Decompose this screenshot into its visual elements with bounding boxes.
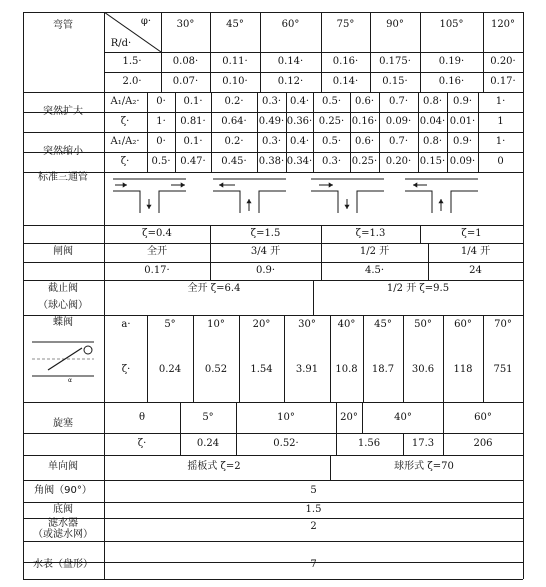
butterfly-angle-cell: 5° (164, 319, 176, 330)
water-meter-label: 水表（盘形） (33, 559, 93, 570)
zeta-cell: 0.3· (321, 156, 342, 167)
grid-line (23, 152, 523, 153)
bend-coefficient-cell: 0.175· (379, 56, 411, 67)
globe-valve-label: 截止阀 (48, 283, 78, 294)
zeta-cell: 0.16· (351, 116, 378, 127)
grid-line (443, 402, 444, 433)
area-ratio-cell: 0.5· (321, 96, 342, 107)
area-ratio-cell: 0.8· (422, 96, 443, 107)
area-ratio-cell: 0.3· (261, 96, 282, 107)
area-ratio-cell: 0.3· (261, 136, 282, 147)
butterfly-zeta-cell: 751 (493, 364, 513, 375)
gate-zeta-cell: 0.17· (144, 265, 170, 276)
area-ratio-cell: 0.8· (422, 136, 443, 147)
grid-line (23, 225, 523, 226)
svg-text:α: α (68, 377, 72, 384)
grid-line (478, 92, 479, 172)
grid-line (330, 455, 331, 480)
grid-line (175, 92, 176, 172)
zeta-cell: 0.5· (151, 156, 171, 167)
grid-line (180, 433, 181, 455)
grid-line (147, 92, 148, 172)
angle-valve-label: 角阀（90°） (34, 485, 92, 496)
tee-label: 标准三通管 (38, 172, 88, 183)
check-valve-label: 单向阀 (48, 461, 78, 472)
zeta-cell: 0.36· (286, 116, 313, 127)
grid-line (336, 433, 337, 455)
bend-coefficient-cell: 0.17· (490, 76, 516, 87)
grid-line (321, 12, 322, 92)
area-ratio-cell: 1· (495, 136, 506, 147)
zeta-cell: 1 (497, 116, 504, 127)
grid-line (23, 92, 523, 93)
check-valve-swing-cell: 摇板式 ζ=2 (187, 461, 241, 472)
grid-line (23, 502, 523, 503)
butterfly-zeta-cell: 30.6 (411, 364, 435, 375)
area-ratio-cell: 0.6· (354, 96, 375, 107)
bend-rd-value: 1.5· (122, 56, 142, 67)
grid-line (321, 225, 322, 243)
butterfly-zeta-cell: 0.24 (158, 364, 182, 375)
grid-line (23, 112, 523, 113)
butterfly-angle-cell: 40° (337, 319, 356, 330)
plug-zeta-cell: 17.3 (411, 438, 435, 449)
tee-zeta-cell: ζ=1.3 (355, 228, 386, 239)
grid-line (260, 12, 261, 92)
zeta-cell: 0.01· (449, 116, 476, 127)
tee-diagram-icon (213, 177, 286, 213)
bend-angle-header: 90° (386, 19, 404, 30)
bend-angle-header: 120° (490, 19, 516, 30)
zeta-cell: 0.09· (449, 156, 476, 167)
plug-theta-label: θ (138, 412, 146, 423)
grid-line (313, 92, 314, 172)
label-column-divider-lower (104, 502, 105, 579)
zeta-cell: 0.25· (351, 156, 378, 167)
table-border-left (23, 12, 24, 579)
butterfly-valve-label: 蝶阀 (53, 317, 73, 328)
gate-zeta-cell: 0.9· (255, 265, 276, 276)
grid-line (23, 280, 523, 281)
check-valve-ball-cell: 球形式 ζ=70 (394, 461, 454, 472)
grid-line (330, 315, 331, 402)
zeta-cell: 0.34· (286, 156, 313, 167)
grid-line (483, 12, 484, 92)
tee-zeta-cell: ζ=1.5 (250, 228, 281, 239)
area-ratio-cell: 0.6· (354, 136, 375, 147)
grid-line (420, 225, 421, 243)
grid-line (363, 315, 364, 402)
grid-line (403, 315, 404, 402)
plug-zeta-cell: 0.52· (273, 438, 299, 449)
bend-coefficient-cell: 0.11· (222, 56, 248, 67)
grid-line (210, 225, 211, 243)
grid-line (362, 402, 363, 433)
sudden_contraction-zeta-label: ζ· (120, 156, 130, 167)
tee-diagram-icon (311, 177, 384, 213)
butterfly-zeta-cell: 118 (453, 364, 473, 375)
plug-angle-cell: 5° (202, 412, 214, 423)
bend-rd-label: R/d· (110, 38, 132, 49)
butterfly-zeta-cell: 18.7 (371, 364, 395, 375)
area-ratio-cell: 0.7· (388, 136, 409, 147)
sudden_contraction-ratio-label: A₁/A₂· (110, 136, 140, 147)
butterfly-angle-cell: 30° (298, 319, 316, 330)
gate-zeta-cell: 4.5· (364, 265, 385, 276)
area-ratio-cell: 0.9· (452, 96, 473, 107)
zeta-cell: 0.47· (180, 156, 206, 167)
butterfly-alpha-label: a· (121, 319, 131, 330)
area-ratio-cell: 0.5· (321, 136, 342, 147)
bend-coefficient-cell: 0.20· (490, 56, 516, 67)
grid-line (193, 315, 194, 402)
bend-angle-header: 60° (281, 19, 300, 30)
butterfly-zeta-cell: 0.52 (204, 364, 228, 375)
grid-line (336, 402, 337, 433)
zeta-cell: 0.49· (258, 116, 285, 127)
grid-line (23, 243, 523, 244)
strainer-label: 滤水器 (48, 518, 78, 529)
bend-angle-header: 45° (226, 19, 244, 30)
grid-line (447, 92, 448, 172)
plug-zeta-label: ζ· (137, 438, 147, 449)
grid-line (483, 315, 484, 402)
grid-line (370, 12, 371, 92)
bend-coefficient-cell: 0.12· (277, 76, 304, 87)
bend-angle-header: 105° (439, 19, 464, 30)
grid-line (23, 315, 523, 316)
grid-line (236, 433, 237, 455)
zeta-cell: 1· (156, 116, 166, 127)
grid-line (180, 402, 181, 433)
zeta-cell: 0 (497, 156, 504, 167)
grid-line (23, 455, 523, 456)
grid-line (23, 518, 523, 519)
area-ratio-cell: 0.2· (224, 96, 244, 107)
grid-line (313, 280, 314, 315)
zeta-cell: 0.64· (221, 116, 247, 127)
bend-coefficient-cell: 0.15· (382, 76, 408, 87)
globe-full-open-cell: 全开 ζ=6.4 (187, 283, 241, 294)
butterfly-angle-cell: 45° (374, 319, 392, 330)
grid-line (23, 562, 523, 563)
gate-zeta-cell: 24 (469, 265, 482, 276)
area-ratio-cell: 0.2· (224, 136, 244, 147)
bend-coefficient-cell: 0.19· (438, 56, 465, 67)
plug-angle-cell: 20° (340, 412, 358, 423)
gate-opening-cell: 3/4 开 (250, 246, 281, 257)
butterfly-zeta-cell: 1.54 (250, 364, 273, 375)
label-column-divider (104, 12, 105, 502)
butterfly-angle-cell: 20° (252, 319, 271, 330)
zeta-cell: 0.20· (385, 156, 412, 167)
grid-line (104, 52, 523, 53)
grid-line (211, 92, 212, 172)
grid-line (23, 402, 523, 403)
grid-line (443, 315, 444, 402)
area-ratio-cell: 0.1· (183, 136, 203, 147)
bend-coefficient-cell: 0.07· (172, 76, 199, 87)
grid-line (23, 480, 523, 481)
grid-line (23, 12, 523, 13)
angle-valve-value: 5 (310, 485, 317, 496)
zeta-cell: 0.04· (419, 116, 446, 127)
butterfly-angle-cell: 50° (414, 319, 432, 330)
area-ratio-cell: 1· (495, 96, 506, 107)
bend-phi-label: φ· (140, 16, 152, 27)
bend-angle-header: 75° (336, 19, 355, 30)
grid-line (284, 315, 285, 402)
zeta-cell: 0.81· (180, 116, 206, 127)
strainer-value: 2 (310, 521, 317, 532)
plug-angle-cell: 60° (474, 412, 492, 423)
tee-zeta-cell: ζ=1 (461, 228, 482, 239)
zeta-cell: 0.09· (385, 116, 412, 127)
butterfly-zeta-cell: 3.91 (295, 364, 319, 375)
grid-line (23, 132, 523, 133)
grid-line (403, 433, 404, 455)
gate-opening-cell: 1/4 开 (460, 246, 491, 257)
zeta-cell: 0.25· (318, 116, 345, 127)
table-border-right (523, 12, 524, 579)
butterfly-zeta-label: ζ· (121, 364, 131, 375)
grid-line (23, 541, 523, 542)
sudden_expansion-label: 突然扩大 (43, 106, 83, 117)
bend-coefficient-cell: 0.16· (438, 76, 465, 87)
bend-coefficient-cell: 0.16· (332, 56, 359, 67)
globe-valve-label-sub: （球心阀） (38, 300, 88, 311)
area-ratio-cell: 0.1· (183, 96, 203, 107)
foot-valve-label: 底阀 (53, 504, 73, 515)
tee-diagram-icon (405, 177, 478, 213)
area-ratio-cell: 0.7· (388, 96, 409, 107)
grid-line (147, 315, 148, 402)
grid-line (210, 12, 211, 92)
bend-coefficient-cell: 0.14· (332, 76, 359, 87)
butterfly-valve-diagram-icon (28, 336, 98, 386)
grid-line (23, 579, 523, 580)
butterfly-angle-cell: 60° (454, 319, 472, 330)
plug-zeta-cell: 1.56 (357, 438, 381, 449)
grid-line (23, 172, 523, 173)
gate-opening-cell: 1/2 开 (359, 246, 390, 257)
area-ratio-cell: 0.9· (452, 136, 473, 147)
grid-line (236, 402, 237, 433)
bend-coefficient-cell: 0.10· (222, 76, 248, 87)
zeta-cell: 0.38· (258, 156, 285, 167)
plug-valve-label: 旋塞 (53, 418, 73, 429)
bend-angle-header: 30° (176, 19, 195, 30)
area-ratio-cell: 0· (156, 96, 166, 107)
sudden_expansion-zeta-label: ζ· (120, 116, 130, 127)
gate-opening-cell: 全开 (147, 246, 167, 257)
plug-zeta-cell: 206 (473, 438, 493, 449)
grid-line (23, 433, 523, 434)
strainer-label-sub: （或滤水网） (33, 529, 93, 540)
area-ratio-cell: 0.4· (289, 136, 310, 147)
water-meter-value: 7 (310, 559, 317, 570)
area-ratio-cell: 0· (156, 136, 166, 147)
tee-diagram-icon (113, 177, 186, 213)
bend-coefficient-cell: 0.14· (277, 56, 304, 67)
butterfly-angle-cell: 70° (494, 319, 512, 330)
zeta-cell: 0.15· (419, 156, 446, 167)
grid-line (379, 92, 380, 172)
plug-angle-cell: 40° (394, 412, 412, 423)
bend-label: 弯管 (53, 20, 73, 31)
plug-zeta-cell: 0.24 (196, 438, 220, 449)
grid-line (443, 433, 444, 455)
zeta-cell: 0.45· (221, 156, 247, 167)
globe-half-open-cell: 1/2 开 ζ=9.5 (386, 283, 450, 294)
grid-line (420, 12, 421, 92)
sudden_expansion-ratio-label: A₁/A₂· (110, 96, 140, 107)
plug-angle-cell: 10° (277, 412, 295, 423)
grid-line (104, 72, 523, 73)
area-ratio-cell: 0.4· (289, 96, 310, 107)
butterfly-angle-cell: 10° (207, 319, 225, 330)
grid-line (239, 315, 240, 402)
grid-line (104, 262, 523, 263)
sudden_contraction-label: 突然缩小 (43, 146, 83, 157)
foot-valve-value: 1.5 (305, 504, 322, 515)
butterfly-zeta-cell: 10.8 (335, 364, 358, 375)
tee-zeta-cell: ζ=0.4 (142, 228, 172, 239)
bend-coefficient-cell: 0.08· (172, 56, 199, 67)
gate-valve-label: 闸阀 (53, 246, 73, 257)
grid-line (161, 12, 162, 92)
bend-rd-value: 2.0· (122, 76, 142, 87)
